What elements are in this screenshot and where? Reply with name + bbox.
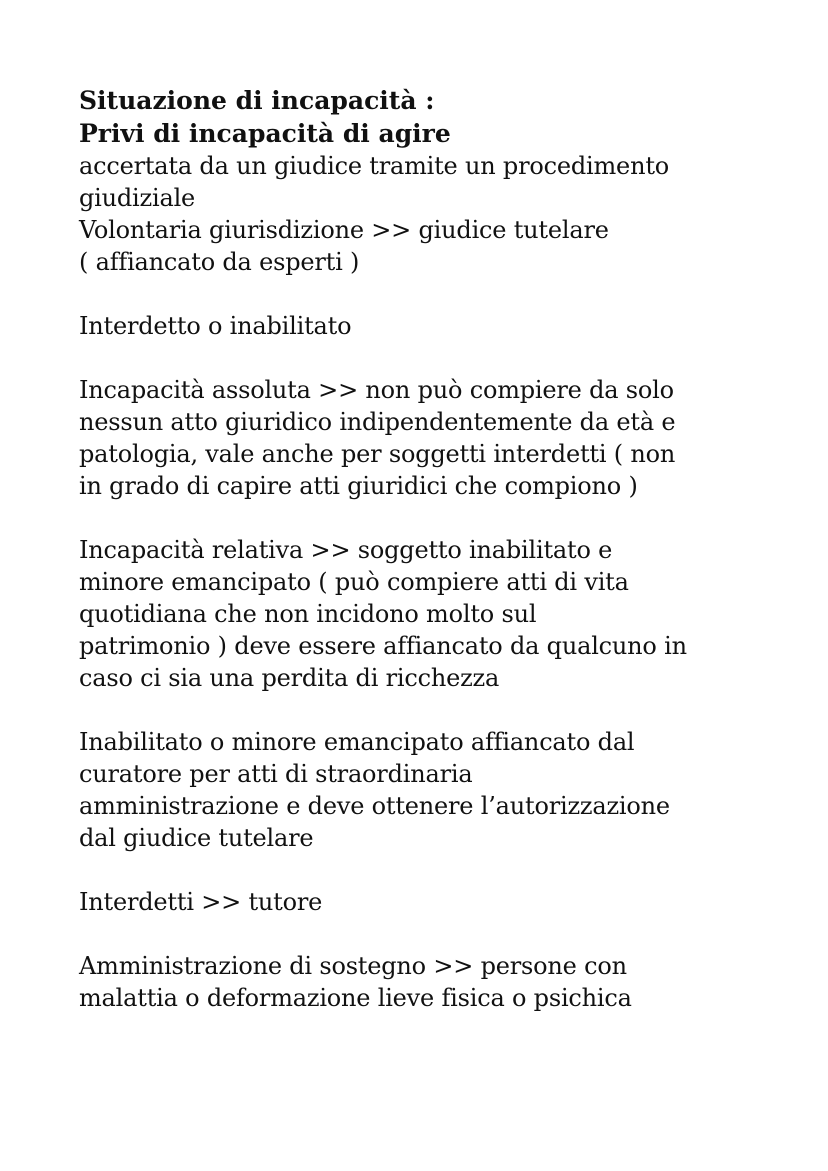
document-title-line: Situazione di incapacità : (79, 86, 435, 115)
text-line: quotidiana che non incidono molto sul (79, 600, 537, 628)
paragraph (79, 726, 779, 854)
paragraph-spacer (79, 278, 779, 310)
text-line: Volontaria giurisdizione >> giudice tutelare (79, 216, 609, 244)
text-line: Amministrazione di sostegno >> persone con (79, 952, 627, 980)
text-line: amministrazione e deve ottenere l’autorizzazione (79, 792, 670, 820)
text-line: nessun atto giuridico indipendentemente da età e (79, 408, 676, 436)
text-line: Interdetti >> tutore (79, 888, 323, 916)
paragraph (79, 534, 779, 694)
document-page (79, 84, 779, 1014)
paragraph-spacer (79, 342, 779, 374)
text-line: curatore per atti di straordinaria (79, 760, 473, 788)
text-line: giudiziale (79, 184, 196, 212)
text-line: minore emancipato ( può compiere atti di vita (79, 568, 629, 596)
paragraph (79, 950, 779, 1014)
paragraph (79, 886, 779, 918)
text-line: patrimonio ) deve essere affiancato da qualcuno in (79, 632, 687, 660)
text-line: dal giudice tutelare (79, 824, 314, 852)
text-line: caso ci sia una perdita di ricchezza (79, 664, 500, 692)
text-line: Incapacità assoluta >> non può compiere da solo (79, 376, 674, 404)
paragraph (79, 310, 779, 342)
text-line: ( affiancato da esperti ) (79, 248, 360, 276)
text-line: Inabilitato o minore emancipato affiancato dal (79, 728, 635, 756)
text-line: in grado di capire atti giuridici che compiono ) (79, 472, 638, 500)
paragraph (79, 374, 779, 502)
paragraph (79, 150, 779, 278)
text-line: accertata da un giudice tramite un procedimento (79, 152, 670, 180)
paragraph-spacer (79, 918, 779, 950)
document-title-line: Privi di incapacità di agire (79, 119, 451, 148)
paragraph-spacer (79, 854, 779, 886)
text-line: malattia o deformazione lieve fisica o psichica (79, 984, 632, 1012)
text-line: Incapacità relativa >> soggetto inabilitato e (79, 536, 613, 564)
text-line: patologia, vale anche per soggetti interdetti ( non (79, 440, 676, 468)
paragraph-spacer (79, 502, 779, 534)
text-line: Interdetto o inabilitato (79, 312, 352, 340)
paragraph-spacer (79, 694, 779, 726)
